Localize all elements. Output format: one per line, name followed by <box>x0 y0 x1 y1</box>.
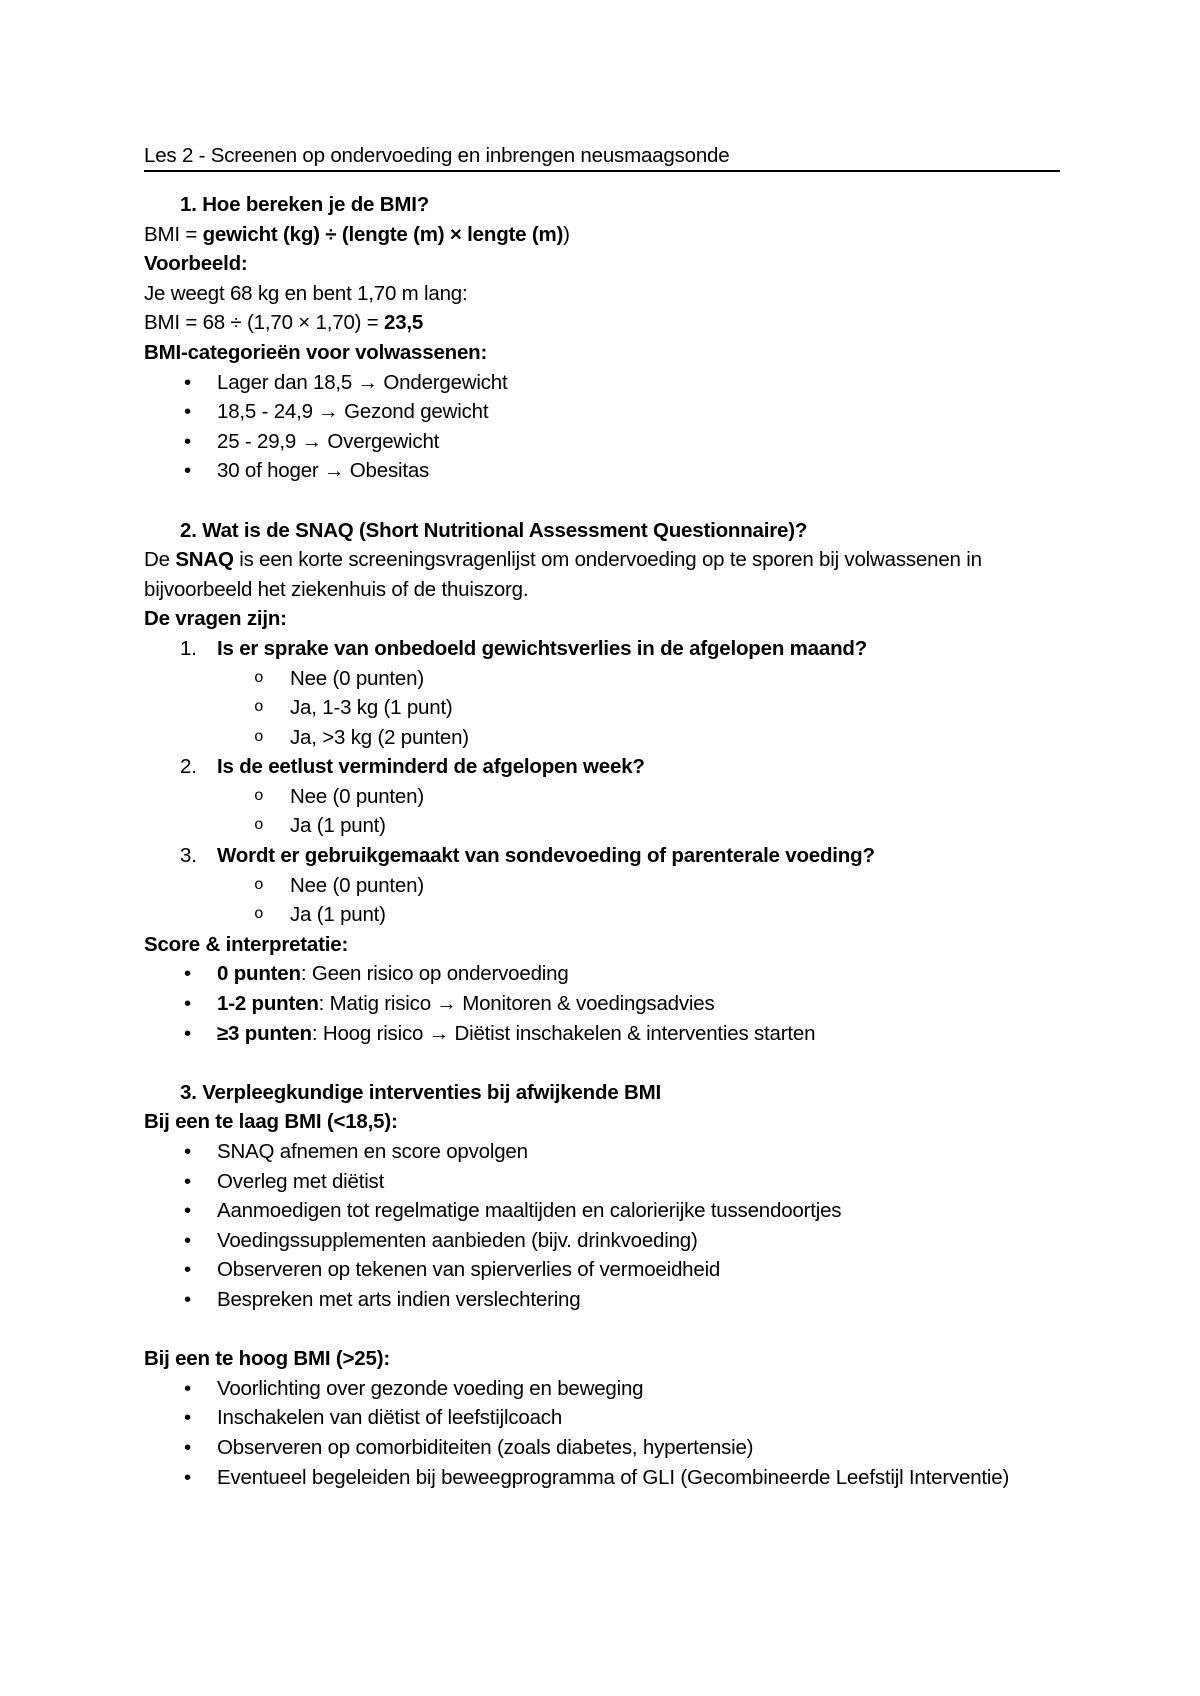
bmi-formula <box>144 220 1064 250</box>
formula-prefix: BMI = <box>144 222 203 246</box>
formula-suffix: ) <box>563 222 570 246</box>
score-text: : Geen risico op ondervoeding <box>300 962 569 986</box>
score-list <box>144 959 1064 1048</box>
list-item: • Aanmoedigen tot regelmatige maaltijden en calorierijke tussendoortjes <box>144 1196 1064 1226</box>
list-item: • Observeren op tekenen van spierverlies of vermoeidheid <box>144 1255 1064 1285</box>
list-item: • Bespreken met arts indien verslechtering <box>144 1285 1064 1315</box>
low-bmi-list <box>144 1137 1064 1315</box>
question-2 <box>144 752 1064 782</box>
list-item: • Observeren op comorbiditeiten (zoals diabetes, hypertensie) <box>144 1433 1064 1463</box>
score-text: : Matig risico → Monitoren & voedingsadvies <box>318 992 715 1016</box>
formula-bold: gewicht (kg) ÷ (lengte (m) × lengte (m) <box>202 222 564 246</box>
example-label: Voorbeeld: <box>144 252 248 276</box>
low-bmi-label: Bij een te laag BMI (<18,5): <box>144 1110 398 1134</box>
bmi-categories-list <box>144 368 1064 486</box>
list-item: • Voorlichting over gezonde voeding en beweging <box>144 1374 1064 1404</box>
example-calc <box>144 308 1064 338</box>
answer-option: o Ja (1 punt) <box>144 900 1064 930</box>
score-label: Score & interpretatie: <box>144 932 349 956</box>
list-item: • 25 - 29,9 → Overgewicht <box>144 427 1064 457</box>
calc-prefix: BMI = 68 ÷ (1,70 × 1,70) = <box>144 311 385 335</box>
answer-option: o Ja (1 punt) <box>144 811 1064 841</box>
answer-option: o Ja, 1-3 kg (1 punt) <box>144 693 1064 723</box>
high-bmi-list <box>144 1374 1064 1492</box>
question-text: Is er sprake van onbedoeld gewichtsverlies in de afgelopen maand? <box>217 636 868 660</box>
document-body <box>144 143 1064 1492</box>
score-value: 0 punten <box>217 962 301 986</box>
list-item <box>144 989 1064 1019</box>
intro-post: is een korte screeningsvragenlijst om ondervoeding op te sporen bij volwassenen in bijvoorbeeld het ziekenhuis of de thuiszorg. <box>144 548 982 601</box>
list-item: • SNAQ afnemen en score opvolgen <box>144 1137 1064 1167</box>
questions-label: De vragen zijn: <box>144 607 287 631</box>
question-number: 3. <box>180 844 197 868</box>
question-text: Wordt er gebruikgemaakt van sondevoeding of parenterale voeding? <box>217 844 875 868</box>
question-number: 2. <box>180 755 197 779</box>
question-1 <box>144 634 1064 664</box>
list-item: • 30 of hoger → Obesitas <box>144 456 1064 486</box>
score-text: : Hoog risico → Diëtist inschakelen & interventies starten <box>311 1021 816 1045</box>
section-1-heading: 1. Hoe bereken je de BMI? <box>180 193 430 216</box>
categories-label: BMI-categorieën voor volwassenen: <box>144 340 488 364</box>
list-item: • 18,5 - 24,9 → Gezond gewicht <box>144 397 1064 427</box>
example-text: Je weegt 68 kg en bent 1,70 m lang: <box>144 281 468 305</box>
calc-result: 23,5 <box>384 311 424 335</box>
answer-option: o Ja, >3 kg (2 punten) <box>144 723 1064 753</box>
page-header: Les 2 - Screenen op ondervoeding en inbrengen neusmaagsonde <box>144 143 1060 172</box>
list-item: • Eventueel begeleiden bij beweegprogramma of GLI (Gecombineerde Leefstijl Interventie) <box>144 1463 1087 1493</box>
high-bmi-label: Bij een te hoog BMI (>25): <box>144 1347 390 1371</box>
section-2-heading: 2. Wat is de SNAQ (Short Nutritional Assessment Questionnaire)? <box>180 518 808 542</box>
section-3-heading: 3. Verpleegkundige interventies bij afwijkende BMI <box>180 1080 661 1104</box>
answer-option: o Nee (0 punten) <box>144 871 1064 901</box>
list-item: • Overleg met diëtist <box>144 1167 1064 1197</box>
question-3 <box>144 841 1064 871</box>
list-item <box>144 1019 1064 1049</box>
list-item: • Lager dan 18,5 → Ondergewicht <box>144 368 1064 398</box>
list-item: • Inschakelen van diëtist of leefstijlcoach <box>144 1403 1064 1433</box>
answer-option: o Nee (0 punten) <box>144 664 1064 694</box>
intro-bold: SNAQ <box>175 548 234 572</box>
list-item <box>144 959 1064 989</box>
intro-pre: De <box>144 548 176 572</box>
answer-option: o Nee (0 punten) <box>144 782 1064 812</box>
question-number: 1. <box>180 636 197 660</box>
score-value: 1-2 punten <box>217 992 319 1016</box>
list-item: • Voedingssupplementen aanbieden (bijv. drinkvoeding) <box>144 1226 1064 1256</box>
snaq-intro <box>144 545 1064 604</box>
score-value: ≥3 punten <box>217 1021 312 1045</box>
question-text: Is de eetlust verminderd de afgelopen week? <box>217 755 645 779</box>
